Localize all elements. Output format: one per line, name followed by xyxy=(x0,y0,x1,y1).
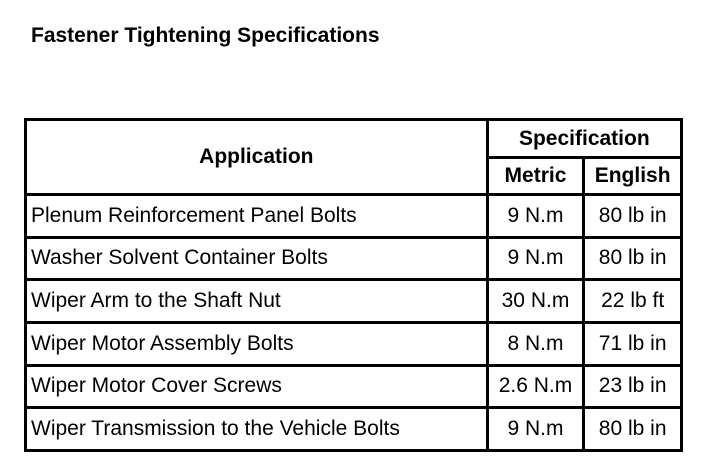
table-row xyxy=(26,280,682,323)
column-header-specification: Specification xyxy=(487,120,681,158)
application-cell: Wiper Arm to the Shaft Nut xyxy=(26,280,488,323)
fastener-spec-table xyxy=(24,118,683,452)
application-cell: Washer Solvent Container Bolts xyxy=(26,237,488,280)
application-cell: Plenum Reinforcement Panel Bolts xyxy=(26,195,488,238)
english-cell: 80 lb in xyxy=(584,237,682,280)
metric-cell: 9 N.m xyxy=(487,408,584,451)
english-cell: 22 lb ft xyxy=(584,280,682,323)
application-cell: Wiper Motor Assembly Bolts xyxy=(26,322,488,365)
metric-cell: 30 N.m xyxy=(487,280,584,323)
english-cell: 23 lb in xyxy=(584,365,682,408)
english-cell: 80 lb in xyxy=(584,195,682,238)
page-title: Fastener Tightening Specifications xyxy=(31,24,380,47)
column-header-english: English xyxy=(584,158,682,195)
column-header-application: Application xyxy=(26,120,488,195)
english-cell: 80 lb in xyxy=(584,408,682,451)
metric-cell: 8 N.m xyxy=(487,322,584,365)
metric-cell: 9 N.m xyxy=(487,195,584,238)
metric-cell: 9 N.m xyxy=(487,237,584,280)
application-cell: Wiper Motor Cover Screws xyxy=(26,365,488,408)
application-cell: Wiper Transmission to the Vehicle Bolts xyxy=(26,408,488,451)
table-header-row xyxy=(26,120,682,158)
table-row xyxy=(26,237,682,280)
english-cell: 71 lb in xyxy=(584,322,682,365)
column-header-metric: Metric xyxy=(487,158,584,195)
table-row xyxy=(26,365,682,408)
table-row xyxy=(26,195,682,238)
metric-cell: 2.6 N.m xyxy=(487,365,584,408)
table-row xyxy=(26,408,682,451)
table-row xyxy=(26,322,682,365)
